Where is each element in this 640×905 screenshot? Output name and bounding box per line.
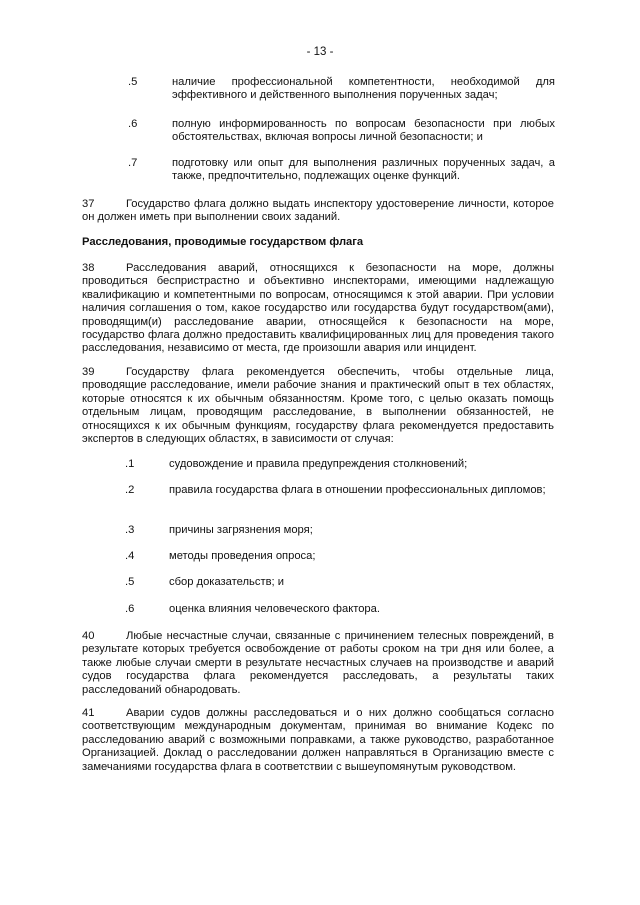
paragraph-number: 41 bbox=[82, 707, 95, 719]
paragraph-38 bbox=[82, 262, 554, 356]
paragraph-text: Аварии судов должны расследоваться и о них должно сообщаться согласно соответствующим международным документам, принимая во внимание Кодекс по расследованию аварий с возможными поправками, а также руководство, разработанное Организацией. Доклад о расследовании должен направляться в Организацию вместе с замечаниями государства флага в соответствии с вышеупомянутым руководством. bbox=[82, 707, 554, 773]
list-item-text: сбор доказательств; и bbox=[169, 576, 284, 588]
paragraph-text: Расследования аварий, относящихся к безопасности на море, должны проводиться беспристрастно и объективно инспекторами, имеющими надлежащую квалификацию и компетентными по вопросам, относящимся к этой аварии. При условии наличия соглашения о том, какое государство или государства будут государством(ами), проводящим(и) расследование аварии, относящейся к безопасности на море, государство флага должно предоставить квалифицированных лиц для проведения такого расследования, независимо от места, где произошли авария или инцидент. bbox=[82, 262, 554, 355]
paragraph-39 bbox=[82, 366, 554, 446]
paragraph-text: Любые несчастные случаи, связанные с причинением телесных повреждений, в результате которых требуется освобождение от работы сроком на три дня или более, а также любые случаи смерти в результате несчастных случаев на производстве и аварий судов государства флага рекомендуется расследовать, а результаты таких расследований обнародовать. bbox=[82, 630, 554, 696]
list-item-text: подготовку или опыт для выполнения различных порученных задач, а также, предпочтительно, подлежащих оценке функций. bbox=[172, 157, 555, 183]
paragraph-number: 37 bbox=[82, 198, 95, 210]
list-item-text: наличие профессиональной компетентности, необходимой для эффективного и действенного выполнения порученных задач; bbox=[172, 76, 555, 102]
list-item-text: правила государства флага в отношении профессиональных дипломов; bbox=[169, 484, 546, 496]
paragraph-number: 39 bbox=[82, 366, 95, 378]
list-item-number: .5 bbox=[128, 76, 138, 88]
list-item-number: .4 bbox=[125, 550, 135, 562]
list-item-number: .1 bbox=[125, 458, 135, 470]
list-item-number: .2 bbox=[125, 484, 135, 496]
list-item-text: причины загрязнения моря; bbox=[169, 524, 313, 536]
list-item-text: судовождение и правила предупреждения столкновений; bbox=[169, 458, 468, 470]
list-item-number: .3 bbox=[125, 524, 135, 536]
section-heading: Расследования, проводимые государством флага bbox=[82, 236, 364, 248]
paragraph-41 bbox=[82, 707, 554, 774]
list-item-number: .6 bbox=[128, 118, 138, 130]
page-number: - 13 - bbox=[306, 46, 334, 58]
paragraph-number: 40 bbox=[82, 630, 95, 642]
list-item-text: методы проведения опроса; bbox=[169, 550, 316, 562]
list-item-number: .6 bbox=[125, 603, 135, 615]
paragraph-37 bbox=[82, 198, 554, 225]
list-item-number: .5 bbox=[125, 576, 135, 588]
list-item-text: полную информированность по вопросам безопасности при любых обстоятельствах, включая вопросы личной безопасности; и bbox=[172, 118, 555, 144]
paragraph-text: Государству флага рекомендуется обеспечить, чтобы отдельные лица, проводящие расследование, имели рабочие знания и практический опыт в тех областях, которые относятся к их обычным обязанностям. Кроме того, с целью оказать помощь отдельным лицам, проводящим расследование, в выполнении обязанностей, не относящихся к их обычным функциям, государству флага рекомендуется предоставить экспертов в следующих областях, в зависимости от случая: bbox=[82, 366, 554, 446]
paragraph-40 bbox=[82, 630, 554, 697]
list-item-text: оценка влияния человеческого фактора. bbox=[169, 603, 380, 615]
paragraph-text: Государство флага должно выдать инспектору удостоверение личности, которое он должен иметь при выполнении своих заданий. bbox=[82, 198, 554, 224]
paragraph-number: 38 bbox=[82, 262, 95, 274]
list-item-number: .7 bbox=[128, 157, 138, 169]
